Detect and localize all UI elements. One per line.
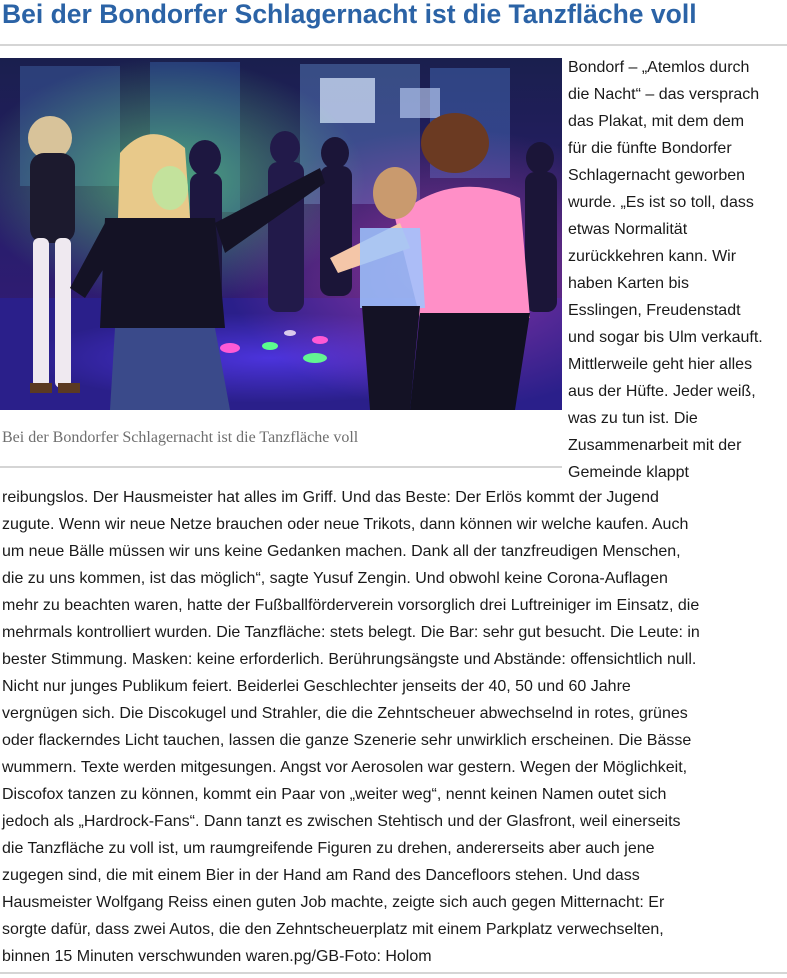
body-line: zugegen sind, die mit einem Bier in der Hand am Rand des Dancefloors stehen. Und dass — [2, 867, 640, 884]
body-line: wummern. Texte werden mitgesungen. Angst vor Aerosolen war gestern. Wegen der Möglichkeit, — [2, 759, 688, 776]
body-line: Mittlerweile geht hier alles — [568, 356, 753, 373]
title-divider — [0, 44, 787, 46]
body-line: aus der Hüfte. Jeder weiß, — [568, 383, 756, 400]
body-line: für die fünfte Bondorfer — [568, 140, 732, 157]
body-line: mehrmals kontrolliert wurden. Die Tanzfläche: stets belegt. Die Bar: sehr gut besucht. Die Leute: in — [2, 624, 700, 641]
photo-caption: Bei der Bondorfer Schlagernacht ist die Tanzfläche voll — [2, 429, 359, 446]
body-line: reibungslos. Der Hausmeister hat alles im Griff. Und das Beste: Der Erlös kommt der Jugend — [2, 489, 659, 506]
body-line: bester Stimmung. Masken: keine erforderlich. Berührungsängste und Abstände: offensichtlich null. — [2, 651, 697, 668]
body-line: zugute. Wenn wir neue Netze brauchen oder neue Trikots, dann können wir welche kaufen. Auch — [2, 516, 689, 533]
body-line: oder flackerndes Licht tauchen, lassen die ganze Szenerie sehr unwirklich erscheinen. Die Bässe — [2, 732, 692, 749]
body-line: Bondorf – „Atemlos durch — [568, 59, 750, 76]
body-line: Discofox tanzen zu können, kommt ein Paar von „weiter weg“, nennt keinen Namen outet sich — [2, 786, 667, 803]
article-end-divider — [0, 972, 787, 974]
body-line: Schlagernacht geworben — [568, 167, 746, 184]
body-line: haben Karten bis — [568, 275, 689, 292]
body-line: die Tanzfläche zu voll ist, um raumgreifende Figuren zu drehen, andererseits aber auch jene — [2, 840, 655, 857]
article-body-full — [2, 484, 787, 970]
body-line: binnen 15 Minuten verschwunden waren.pg/GB-Foto: Holom — [2, 948, 432, 965]
body-line: Esslingen, Freudenstadt — [568, 302, 741, 319]
body-line: wurde. „Es ist so toll, dass — [568, 194, 754, 211]
body-line: etwas Normalität — [568, 221, 688, 238]
body-line: Hausmeister Wolfgang Reiss einen guten Job machte, zeigte sich auch gegen Mitternacht: Er — [2, 894, 665, 911]
body-line: die zu uns kommen, ist das möglich“, sagte Yusuf Zengin. Und obwohl keine Corona-Auflagen — [2, 570, 668, 587]
article-photo[interactable] — [0, 58, 562, 410]
article-figure — [0, 58, 562, 468]
body-line: zurückkehren kann. Wir — [568, 248, 737, 265]
body-line: vergnügen sich. Die Discokugel und Strahler, die die Zehntscheuer abwechselnd in rotes, grünes — [2, 705, 688, 722]
body-line: jedoch als „Hardrock-Fans“. Dann tanzt es zwischen Stehtisch und der Glasfront, weil einerseits — [2, 813, 681, 830]
body-line: sorgte dafür, dass zwei Autos, die den Zehntscheuerplatz mit einem Parkplatz verwechselten, — [2, 921, 664, 938]
body-line: Zusammenarbeit mit der — [568, 437, 742, 454]
article-body-side — [568, 54, 787, 486]
body-line: das Plakat, mit dem dem — [568, 113, 745, 130]
article-title: Bei der Bondorfer Schlagernacht ist die Tanzfläche voll — [2, 0, 697, 29]
body-line: und sogar bis Ulm verkauft. — [568, 329, 763, 346]
body-line: was zu tun ist. Die — [568, 410, 698, 427]
caption-divider — [0, 466, 562, 468]
body-line: um neue Bälle müssen wir uns keine Gedanken machen. Dank all der tanzfreudigen Menschen, — [2, 543, 681, 560]
body-line: mehr zu beachten waren, hatte der Fußballförderverein vorsorglich drei Luftreiniger im Einsatz, die — [2, 597, 700, 614]
body-line: die Nacht“ – das versprach — [568, 86, 760, 103]
body-line: Nicht nur junges Publikum feiert. Beiderlei Geschlechter jenseits der 40, 50 und 60 Jahre — [2, 678, 631, 695]
body-line: Gemeinde klappt — [568, 464, 689, 481]
